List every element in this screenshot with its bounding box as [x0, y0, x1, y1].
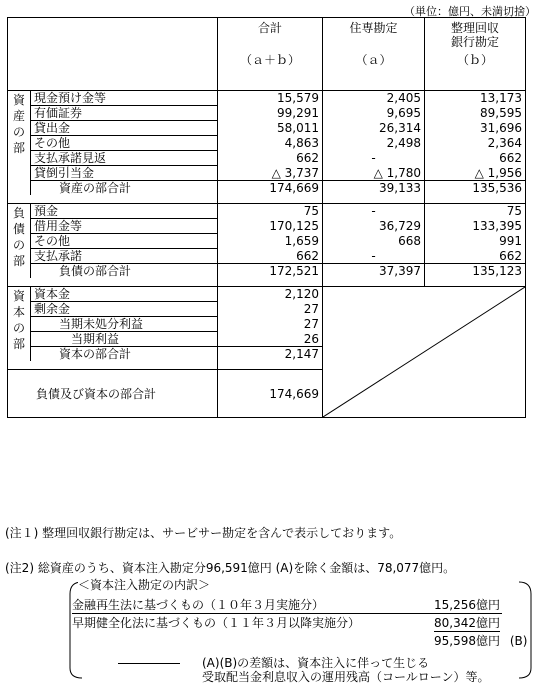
line2-value: 80,342億円 — [434, 616, 500, 630]
cell-total: 27 — [218, 302, 323, 317]
cell-seiri: 13,173 — [425, 91, 526, 106]
table-row — [8, 106, 526, 121]
row-label: 現金預け金等 — [31, 91, 218, 106]
cell-jusen: - — [323, 151, 425, 166]
sum-value: 95,598億円 — [434, 634, 500, 648]
row-label: その他 — [31, 234, 218, 249]
row-label: 貸出金 — [31, 121, 218, 136]
breakdown-line-2 — [72, 614, 502, 631]
cell-total: 75 — [218, 204, 323, 219]
cell-seiri: 89,595 — [425, 106, 526, 121]
table-row — [8, 121, 526, 136]
row-label: 貸倒引当金 — [31, 166, 218, 181]
assets-total-label: 資産の部合計 — [59, 181, 132, 195]
cell-total: 170,125 — [218, 219, 323, 234]
diagonal-line — [323, 287, 525, 417]
table-row — [8, 181, 526, 196]
section-label-capital: 資 本 の 部 — [8, 287, 31, 362]
cell-total: 662 — [218, 151, 323, 166]
cell-jusen: 668 — [323, 234, 425, 249]
remark-line-1: (A)(B)の差額は、資本注入に伴って生じる — [202, 656, 430, 670]
capital-injection-breakdown — [68, 574, 533, 684]
cell-total: 2,120 — [218, 287, 323, 302]
cell-total: 1,659 — [218, 234, 323, 249]
remark-dash — [118, 663, 180, 664]
cell-seiri: 133,395 — [425, 219, 526, 234]
cell-seiri: △ 1,956 — [425, 166, 526, 181]
cell-jusen: 9,695 — [323, 106, 425, 121]
row-label: 剰余金 — [31, 302, 218, 317]
sum-mark: (B) — [509, 634, 528, 648]
cell-seiri: 31,696 — [425, 121, 526, 136]
note-1: (注１) 整理回収銀行勘定は、サービサー勘定を含んで表示しております。 — [5, 526, 402, 540]
cell-jusen: 37,397 — [323, 264, 425, 279]
note-2: (注2) 総資産のうち、資本注入勘定分96,591億円 (A)を除く金額は、78,077億円。 — [5, 561, 456, 575]
header-row — [8, 18, 526, 91]
line1-value: 15,256億円 — [434, 598, 500, 612]
blank-diagonal-area — [323, 287, 526, 418]
cell-total: 4,863 — [218, 136, 323, 151]
cell-total: 58,011 — [218, 121, 323, 136]
cell-seiri: 2,364 — [425, 136, 526, 151]
line2-label: 早期健全化法に基づくもの（１１年３月以降実施分） — [72, 616, 361, 630]
cell-seiri: 991 — [425, 234, 526, 249]
spacer-row — [8, 278, 526, 287]
capital-total-label: 資本の部合計 — [59, 347, 132, 361]
cell-jusen: - — [323, 249, 425, 264]
cell-jusen: 2,498 — [323, 136, 425, 151]
table-row — [8, 136, 526, 151]
breakdown-sum — [434, 632, 527, 649]
cell-seiri: 135,123 — [425, 264, 526, 279]
cell-seiri: 135,536 — [425, 181, 526, 196]
cell-jusen: 39,133 — [323, 181, 425, 196]
table-row — [8, 166, 526, 181]
header-jusen: 住専勘定 （ａ） — [323, 18, 425, 91]
balance-sheet-table — [7, 17, 526, 418]
section-label-assets: 資 産 の 部 — [8, 91, 31, 196]
unit-note: （単位：億円、未満切捨） — [404, 5, 536, 18]
cell-jusen: 36,729 — [323, 219, 425, 234]
header-blank — [8, 18, 218, 91]
table-row — [8, 264, 526, 279]
row-label: 当期利益 — [31, 332, 218, 347]
line1-label: 金融再生法に基づくもの（１０年３月実施分） — [72, 598, 325, 612]
cell-total: 15,579 — [218, 91, 323, 106]
row-label: 当期未処分利益 — [31, 317, 218, 332]
cell-total: 172,521 — [218, 264, 323, 279]
remark-line-2: 受取配当金利息収入の運用残高（コールローン）等。 — [202, 670, 490, 684]
row-label: 預金 — [31, 204, 218, 219]
table-row — [8, 234, 526, 249]
header-total: 合計 （ａ＋ｂ） — [218, 18, 323, 91]
table-row — [8, 287, 526, 302]
cell-total: △ 3,737 — [218, 166, 323, 181]
breakdown-line-1 — [72, 596, 502, 614]
table-row — [8, 204, 526, 219]
header-seiri: 整理回収 銀行勘定 （ｂ） — [425, 18, 526, 91]
table-row — [8, 219, 526, 234]
table-row — [8, 249, 526, 264]
row-label: 資本金 — [31, 287, 218, 302]
table-row — [8, 91, 526, 106]
row-label: その他 — [31, 136, 218, 151]
cell-jusen: 2,405 — [323, 91, 425, 106]
cell-total: 27 — [218, 317, 323, 332]
liabilities-total-label: 負債の部合計 — [59, 264, 132, 278]
cell-seiri: 662 — [425, 151, 526, 166]
spacer-row — [8, 195, 526, 204]
row-label: 支払承諾見返 — [31, 151, 218, 166]
grand-total-value: 174,669 — [218, 370, 323, 418]
table-row — [8, 151, 526, 166]
section-label-liabilities: 負 債 の 部 — [8, 204, 31, 279]
cell-total: 26 — [218, 332, 323, 347]
cell-total: 174,669 — [218, 181, 323, 196]
cell-seiri: 75 — [425, 204, 526, 219]
row-label: 借用金等 — [31, 219, 218, 234]
cell-total: 2,147 — [218, 347, 323, 362]
cell-total: 662 — [218, 249, 323, 264]
row-label: 支払承諾 — [31, 249, 218, 264]
grand-total-label: 負債及び資本の部合計 — [8, 370, 218, 418]
cell-seiri: 662 — [425, 249, 526, 264]
cell-jusen: - — [323, 204, 425, 219]
box-title: ＜資本注入勘定の内訳＞ — [78, 578, 211, 592]
row-label: 有価証券 — [31, 106, 218, 121]
cell-total: 99,291 — [218, 106, 323, 121]
cell-jusen: 26,314 — [323, 121, 425, 136]
cell-jusen: △ 1,780 — [323, 166, 425, 181]
